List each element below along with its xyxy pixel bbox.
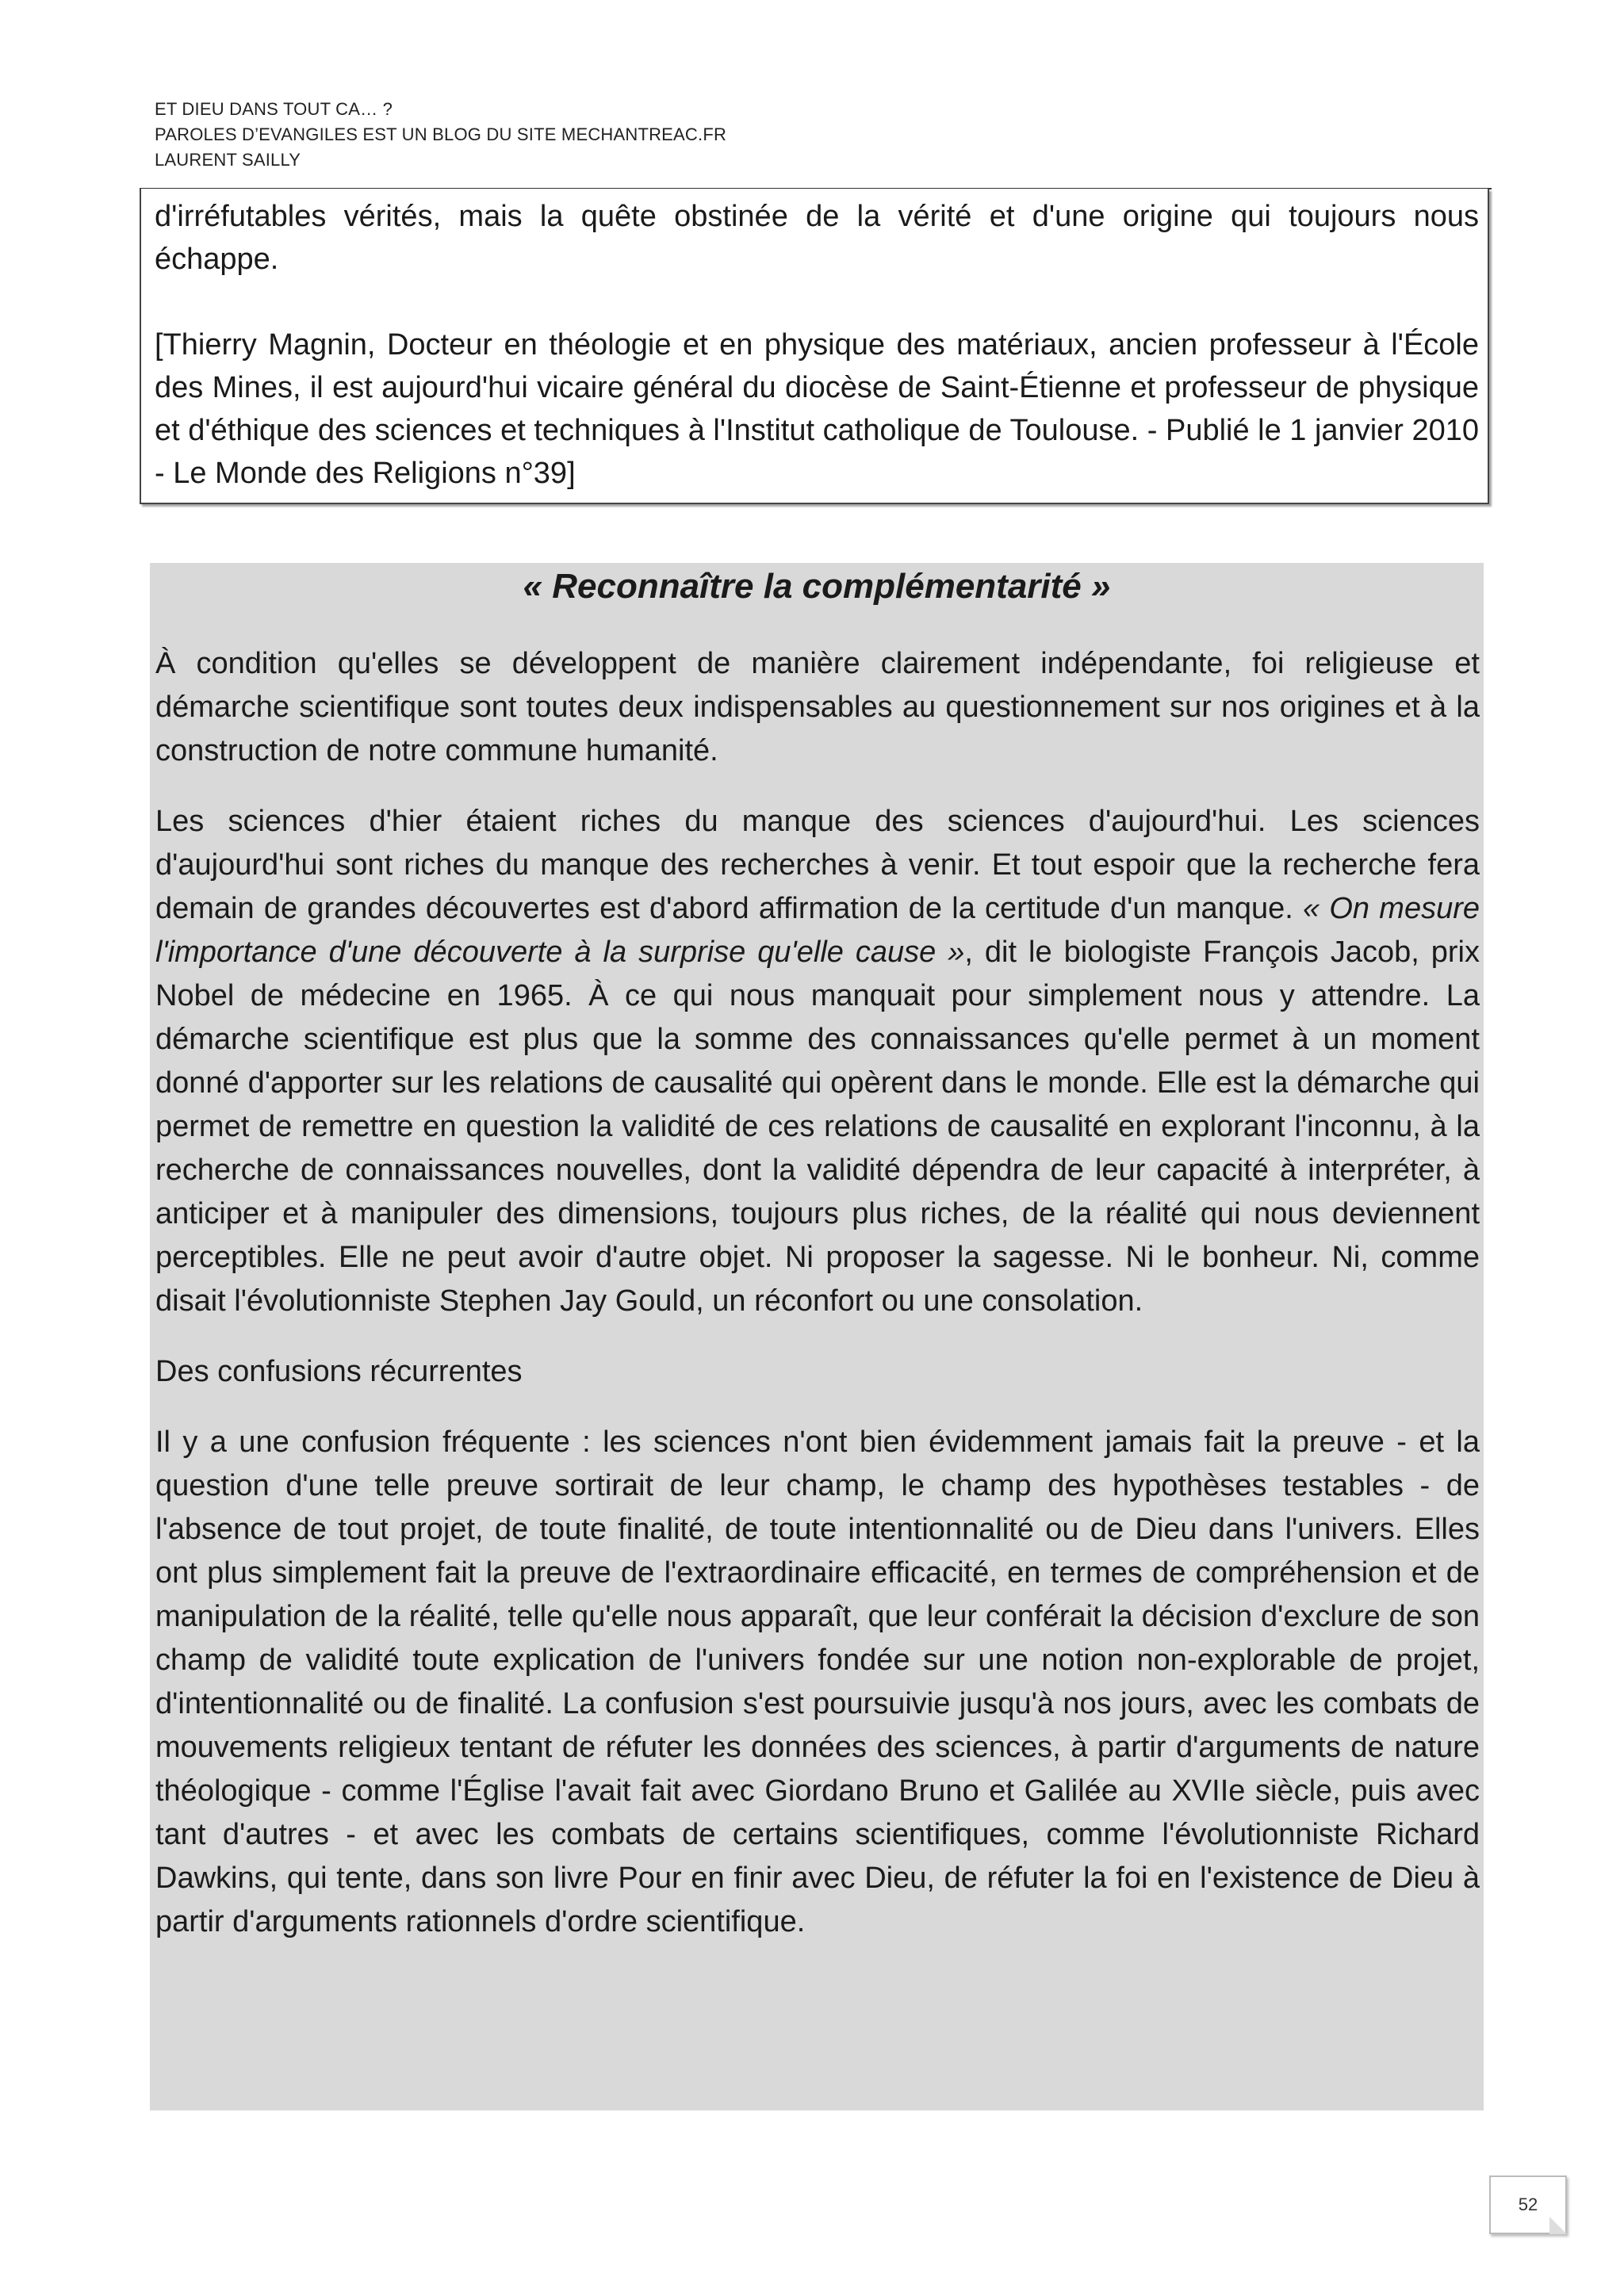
paragraph-text: Les sciences d'hier étaient riches du manque des sciences d'aujourd'hui. Les sciences d'aujourd'hui sont riches du manque des recherches à venir. Et tout espoir que la recherche fera demain de grandes découvertes est d'abord affirmation de la certitude d'un manque.: [155, 805, 1480, 925]
header-blog-line: PAROLES D’EVANGILES EST UN BLOG DU SITE MECHANTREAC.FR: [155, 124, 727, 144]
header-title: ET DIEU DANS TOUT CA… ?: [155, 99, 393, 119]
page-number-label: 52: [1518, 2195, 1538, 2214]
paragraph-text: , dit le biologiste François Jacob, prix Nobel de médecine en 1965. À ce qui nous manquait pour simplement nous y attendre. La démarche scientifique est plus que la somme des connaissances qu'elle permet à un moment donné d'apporter sur les relations de causalité qui opèrent dans le monde. Elle est la démarche qui permet de remettre en question la validité de ces relations de causalité en explorant l'inconnu, à la recherche de connaissances nouvelles, dont la validité dépendra de leur capacité à interpréter, à anticiper et à manipuler des dimensions, toujours plus riches, de la réalité qui nous deviennent perceptibles. Elle ne peut avoir d'autre objet. Ni proposer la sagesse. Ni le bonheur. Ni, comme disait l'évolutionniste Stephen Jay Gould, un réconfort ou une consolation.: [155, 936, 1480, 1318]
jacob-quote: « On mesure l'importance d'une découverte à la surprise qu'elle cause »: [155, 892, 1480, 969]
article-paragraph: Il y a une confusion fréquente : les sciences n'ont bien évidemment jamais fait la preuve - et la question d'une telle preuve sortirait de leur champ, le champ des hypothèses testables - de l'absence de tout projet, de toute finalité, de toute intentionnalité ou de Dieu dans l'univers. Elles ont plus simplement fait la preuve de l'extraordinaire efficacité, en termes de compréhension et de manipulation de la réalité, telle qu'elle nous apparaît, que leur conférait la décision d'exclure de son champ de validité toute explication de l'univers fondée sur une notion non-explorable de projet, d'intentionnalité ou de finalité. La confusion s'est poursuivie jusqu'à nos jours, avec les combats de mouvements religieux tentant de réfuter les données des sciences, à partir d'arguments de nature théologique - comme l'Église l'avait fait avec Giordano Bruno et Galilée au XVIIe siècle, puis avec tant d'autres - et avec les combats de certains scientifiques, comme l'évolutionniste Richard Dawkins, qui tente, dans son livre Pour en finir avec Dieu, de réfuter la foi en l'existence de Dieu à partir d'arguments rationnels d'ordre scientifique.: [155, 1425, 1480, 1938]
article-title: « Reconnaître la complémentarité »: [523, 567, 1111, 606]
article-paragraph: [155, 800, 1480, 1323]
page-header: [155, 97, 1492, 173]
article-body: [155, 642, 1480, 1944]
article-subheading: Des confusions récurrentes: [155, 1355, 523, 1388]
header-author: LAURENT SAILLY: [155, 150, 301, 170]
quote-attribution: [Thierry Magnin, Docteur en théologie et en physique des matériaux, ancien professeur à l'École des Mines, il est aujourd'hui vicaire général du diocèse de Saint-Étienne et professeur de physique et d'éthique des sciences et techniques à l'Institut catholique de Toulouse. - Publié le 1 janvier 2010 - Le Monde des Religions n°39]: [155, 328, 1480, 490]
page-number: [1489, 2175, 1567, 2234]
quote-paragraph: d'irréfutables vérités, mais la quête obstinée de la vérité et d'une origine qui toujours nous échappe.: [155, 200, 1479, 276]
quote-text: [155, 195, 1479, 495]
article-paragraph: À condition qu'elles se développent de manière clairement indépendante, foi religieuse et démarche scientifique sont toutes deux indispensables au questionnement sur nos origines et à la construction de notre commune humanité.: [155, 647, 1480, 767]
